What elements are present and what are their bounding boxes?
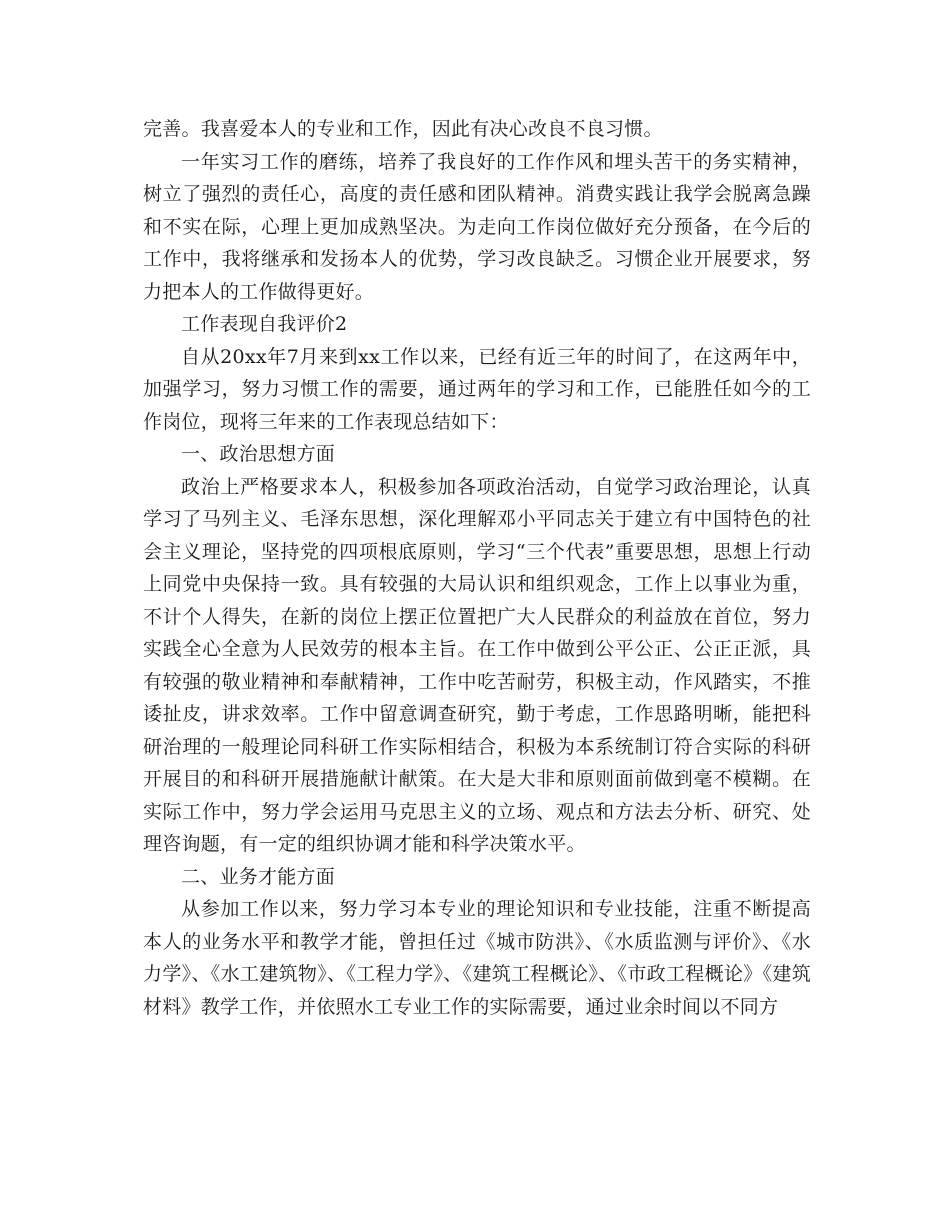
paragraph-continuation: 完善。我喜爱本人的专业和工作，因此有决心改良不良习惯。 xyxy=(143,118,663,140)
document-body xyxy=(143,113,811,1023)
paragraph-intro: 自从20xx年7月来到xx工作以来，已经有近三年的时间了，在这两年中，加强学习，努力习惯工作的需要，通过两年的学习和工作，已能胜任如今的工作岗位，现将三年来的工作表现总结如下： xyxy=(143,345,811,433)
paragraph-political: 政治上严格要求本人，积极参加各项政治活动，自觉学习政治理论，认真学习了马列主义、毛泽东思想，深化理解邓小平同志关于建立有中国特色的社会主义理论，坚持党的四项根底原则，学习“三个代表”重要思想，思想上行动上同党中央保持一致。具有较强的大局认识和组织观念，工作上以事业为重，不计个人得失，在新的岗位上摆正位置把广大人民群众的利益放在首位，努力实践全心全意为人民效劳的根本主旨。在工作中做到公平公正、公正正派，具有较强的敬业精神和奉献精神，工作中吃苦耐劳，积极主动，作风踏实，不推诿扯皮，讲求效率。工作中留意调查研究，勤于考虑，工作思路明晰，能把科研治理的一般理论同科研工作实际相结合，积极为本系统制订符合实际的科研开展目的和科研开展措施献计献策。在大是大非和原则面前做到毫不模糊。在实际工作中，努力学会运用马克思主义的立场、观点和方法去分析、研究、处理咨询题，有一定的组织协调才能和科学决策水平。 xyxy=(143,475,811,855)
section-heading-professional: 二、业务才能方面 xyxy=(181,865,336,888)
section-heading-political: 一、政治思想方面 xyxy=(181,443,336,465)
section-title-evaluation-2: 工作表现自我评价2 xyxy=(181,313,348,335)
paragraph-professional: 从参加工作以来，努力学习本专业的理论知识和专业技能，注重不断提高本人的业务水平和教学才能，曾担任过《城市防洪》、《水质监测与评价》、《水力学》、《水工建筑物》、《工程力学》、《建筑工程概论》、《市政工程概论》《建筑材料》教学工作，并依照水工专业工作的实际需要，通过业余时间以不同方 xyxy=(143,898,811,1018)
paragraph-internship-summary: 一年实习工作的磨练，培养了我良好的工作作风和埋头苦干的务实精神，树立了强烈的责任心，高度的责任感和团队精神。消费实践让我学会脱离急躁和不实在际，心理上更加成熟坚决。为走向工作岗位做好充分预备，在今后的工作中，我将继承和发扬本人的优势，学习改良缺乏。习惯企业开展要求，努力把本人的工作做得更好。 xyxy=(143,150,811,303)
